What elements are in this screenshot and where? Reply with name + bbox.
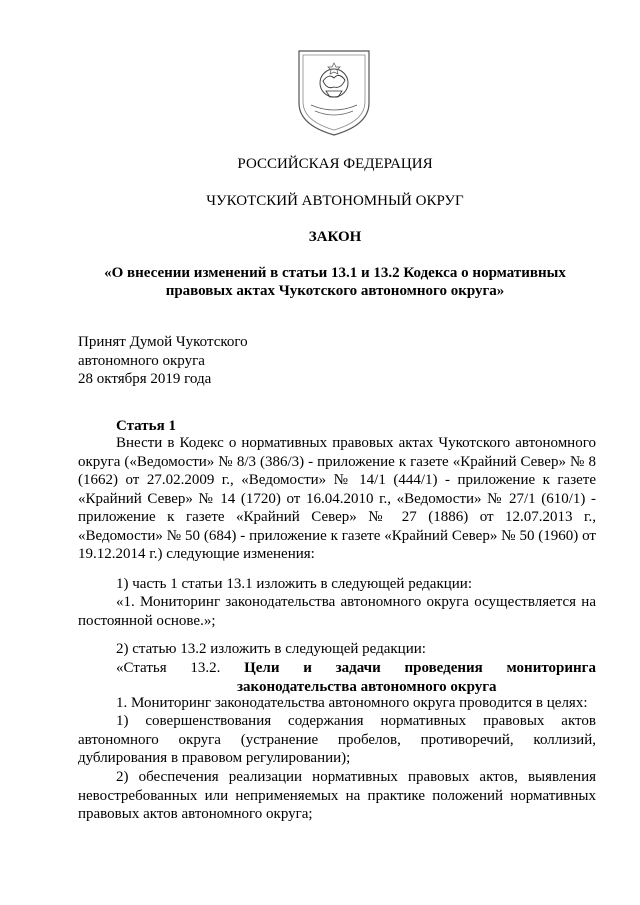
article-13-2-word: мониторинга	[506, 660, 596, 676]
region-heading: ЧУКОТСКИЙ АВТОНОМНЫЙ ОКРУГ	[206, 193, 464, 209]
document-type-heading: ЗАКОН	[308, 229, 362, 245]
article-heading: Статья 1	[116, 418, 176, 434]
adoption-date: 28 октября 2019 года	[78, 371, 212, 387]
article-13-2-word: Цели	[244, 660, 280, 676]
article-13-2-prefix: «Статья	[116, 660, 167, 676]
goal-item-1: 1) совершенствования содержания нормативных правовых актов автономного округа (устранение пробелов, противоречий, коллизий, дублирования в правовом регулировании);	[78, 713, 596, 766]
law-title-line-1: «О внесении изменений в статьи 13.1 и 13.2 Кодекса о нормативных	[104, 265, 566, 281]
adoption-block	[78, 333, 248, 389]
article-13-2-title-line-2: законодательства автономного округа	[237, 678, 497, 695]
adoption-line-1: Принят Думой Чукотского	[78, 334, 248, 350]
article-13-2-word: проведения	[404, 660, 483, 676]
country-heading: РОССИЙСКАЯ ФЕДЕРАЦИЯ	[237, 156, 433, 172]
law-title	[0, 264, 640, 300]
article-13-2-word: задачи	[335, 660, 381, 676]
article-13-2-number: 13.2.	[190, 660, 221, 676]
amendment-item-1: 1) часть 1 статьи 13.1 изложить в следующей редакции:	[116, 576, 472, 592]
coat-of-arms-emblem	[293, 45, 375, 139]
amendment-item-2: 2) статью 13.2 изложить в следующей редакции:	[116, 641, 426, 657]
article-intro-paragraph: Внести в Кодекс о нормативных правовых актах Чукотского автономного округа («Ведомости» № 8/3 (386/3) - приложение к газете «Крайний Север» № 8 (1662) от 27.02.2009 г., «Ведомости» № 14/1 (444/1) - приложение к газете «Крайний Север» № 14 (1720) от 16.04.2010 г., «Ведомости» № 27/1 (610/1) - приложение к газете «Крайний Север» № 27 (1886) от 12.07.2013 г., «Ведомости» № 50 (684) - приложение к газете «Крайний Север» № 50 (1960) от 19.12.2014 г.) следующие изменения:	[78, 435, 596, 562]
adoption-line-2: автономного округа	[78, 352, 205, 369]
goals-intro: 1. Мониторинг законодательства автономного округа проводится в целях:	[116, 695, 588, 711]
amendment-item-1-quote: «1. Мониторинг законодательства автономного округа осуществляется на постоянной основе.»;	[78, 594, 596, 629]
law-title-line-2: правовых актах Чукотского автономного округа»	[165, 283, 505, 299]
article-13-2-word: и	[303, 660, 312, 676]
goal-item-2: 2) обеспечения реализации нормативных правовых актов, выявления невостребованных или неприменяемых на практике положений нормативных правовых актов автономного округа;	[78, 769, 596, 822]
article-13-2-title	[116, 659, 596, 696]
